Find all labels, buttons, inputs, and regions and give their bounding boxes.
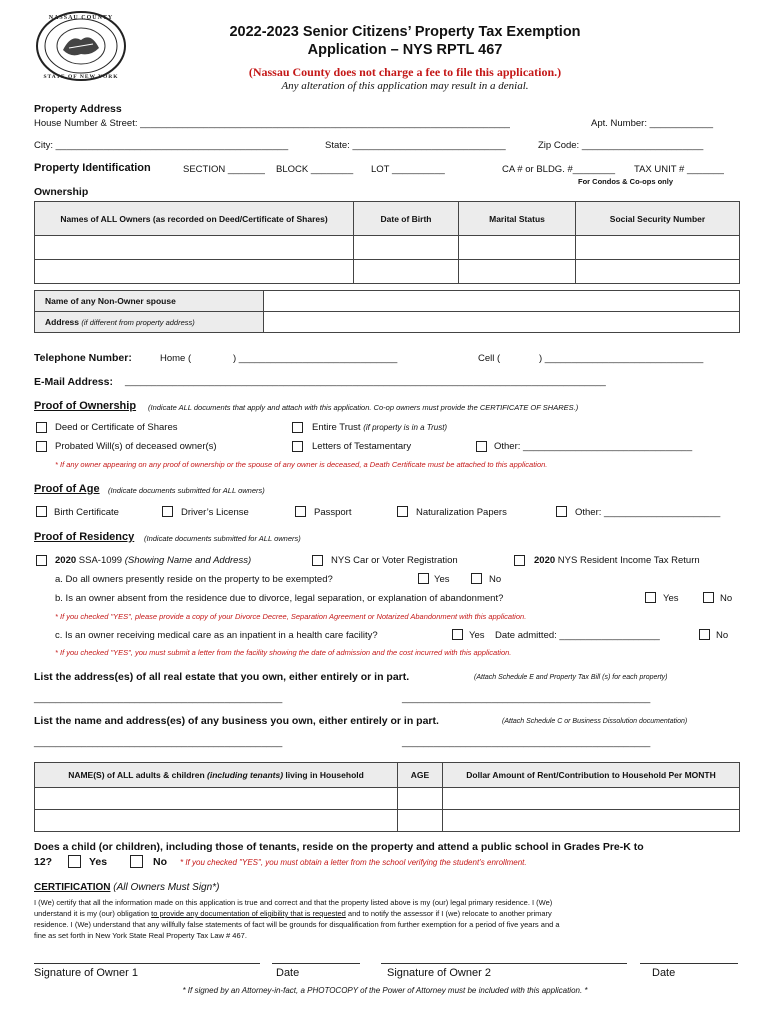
proof-of-age-heading: Proof of Age (34, 483, 100, 495)
question-c-no-label: No (716, 630, 729, 641)
ssa-year: 2020 (55, 555, 77, 566)
certification-line2 (34, 909, 552, 918)
attorney-note: * If signed by an Attorney-in-fact, a PHOTOCOPY of the Power of Attorney must be included with this application. * (182, 986, 588, 995)
zip-code-field[interactable]: Zip Code: _______________________ (538, 140, 704, 151)
school-note: * If you checked "YES", you must obtain a letter from the school verifying the student’s enrollment. (180, 858, 527, 867)
question-b-no-label: No (720, 593, 733, 604)
address-label: Address (45, 317, 80, 327)
rent-header: Dollar Amount of Rent/Contribution to Household Per MONTH (443, 763, 740, 788)
probated-will-label: Probated Will(s) of deceased owner(s) (55, 441, 217, 452)
letters-testamentary-checkbox[interactable] (292, 441, 303, 452)
drivers-license-checkbox[interactable] (162, 506, 173, 517)
business-line-2[interactable]: _______________________________________________ (402, 737, 651, 748)
ssa-note: (Showing Name and Address) (124, 555, 252, 566)
property-address-heading: Property Address (34, 103, 122, 115)
school-no-label: No (153, 856, 167, 868)
business-heading: List the name and address(es) of any business you own, either entirely or in part. (34, 715, 439, 727)
svg-text:STATE OF NEW YORK: STATE OF NEW YORK (43, 74, 119, 80)
proof-of-age-note: (Indicate documents submitted for ALL owners) (108, 486, 265, 495)
age-other-field[interactable]: Other: ______________________ (575, 507, 721, 518)
trust-checkbox[interactable] (292, 422, 303, 433)
tax-return-label (534, 555, 700, 566)
owner2-signature-label: Signature of Owner 2 (387, 967, 491, 979)
certification-line2-underlined: to provide any documentation of eligibility that is requested (151, 909, 346, 918)
cell-phone-label: Cell ( (478, 353, 501, 364)
household-name-header (35, 763, 398, 788)
email-label: E-Mail Address: (34, 376, 113, 388)
certification-title: CERTIFICATION (34, 882, 111, 893)
question-b-note: * If you checked "YES", please provide a copy of your Divorce Decree, Separation Agreement or Notarized Abandonment with this application. (55, 612, 527, 621)
spouse-name-input[interactable] (264, 291, 740, 312)
owner2-signature-line[interactable] (381, 963, 627, 964)
table-row[interactable] (35, 788, 740, 810)
email-field[interactable]: ___________________________________________________________________________________________ (125, 376, 606, 387)
apt-number-field[interactable]: Apt. Number: ____________ (591, 118, 714, 129)
question-b: b. Is an owner absent from the residence due to divorce, legal separation, or explanation of abandonment? (55, 593, 504, 604)
ownership-heading: Ownership (34, 186, 89, 198)
certification-line4: fine as set forth in New York State Real Property Tax Law # 467. (34, 931, 247, 940)
telephone-label: Telephone Number: (34, 352, 132, 364)
trust-note: (if property is in a Trust) (363, 423, 448, 432)
proof-of-ownership-heading: Proof of Ownership (34, 400, 137, 412)
school-yes-checkbox[interactable] (68, 855, 81, 868)
school-question-line2: 12? (34, 856, 53, 868)
tax-return-checkbox[interactable] (514, 555, 525, 566)
date2-label: Date (652, 967, 676, 979)
question-a-no-label: No (489, 574, 502, 585)
tax-return-text: NYS Resident Income Tax Return (557, 555, 700, 566)
school-question-line1: Does a child (or children), including those of tenants, reside on the property and attend a public school in Grades Pre-K to (34, 841, 644, 853)
household-name-em: (including tenants) (207, 770, 284, 780)
ssa-label-text: SSA-1099 (78, 555, 123, 566)
business-note: (Attach Schedule C or Business Dissolution documentation) (502, 718, 688, 725)
date2-line[interactable] (640, 963, 738, 964)
household-table (34, 762, 740, 832)
school-yes-label: Yes (89, 856, 108, 868)
fee-note: (Nassau County does not charge a fee to file this application.) (248, 65, 562, 79)
deed-checkbox[interactable] (36, 422, 47, 433)
owner1-signature-line[interactable] (34, 963, 260, 964)
ca-bldg-field[interactable]: CA # or BLDG. #________ (502, 164, 616, 175)
question-c-note: * If you checked "YES", you must submit a letter from the facility showing the date of admission and the cost incurred with this application. (55, 648, 512, 657)
table-row[interactable] (35, 810, 740, 832)
question-a-yes-checkbox[interactable] (418, 573, 429, 584)
table-row[interactable] (35, 236, 740, 260)
real-estate-line-2[interactable]: _______________________________________________ (402, 693, 651, 704)
state-field[interactable]: State: _____________________________ (325, 140, 506, 151)
spouse-name-label: Name of any Non-Owner spouse (35, 291, 264, 312)
address-note: (if different from property address) (81, 318, 195, 327)
date-admitted-field[interactable]: Date admitted: ___________________ (495, 630, 660, 641)
real-estate-line-1[interactable]: _______________________________________________ (34, 693, 283, 704)
business-line-1[interactable]: _______________________________________________ (34, 737, 283, 748)
lot-field[interactable]: LOT __________ (371, 164, 445, 175)
naturalization-label: Naturalization Papers (416, 507, 507, 518)
ownership-other-field[interactable]: Other: ________________________________ (494, 441, 693, 452)
trust-label (312, 422, 447, 433)
certification-subtitle: (All Owners Must Sign*) (113, 882, 220, 893)
birth-certificate-label: Birth Certificate (54, 507, 119, 518)
county-seal-logo (35, 10, 127, 82)
proof-of-ownership-note: (Indicate ALL documents that apply and attach with this application. Co-op owners must provide the CERTIFICATE OF SHARES.) (148, 403, 579, 412)
school-no-checkbox[interactable] (130, 855, 143, 868)
car-voter-checkbox[interactable] (312, 555, 323, 566)
question-a: a. Do all owners presently reside on the property to be exempted? (55, 574, 333, 585)
real-estate-note: (Attach Schedule E and Property Tax Bill (s) for each property) (474, 674, 668, 681)
ownership-other-checkbox[interactable] (476, 441, 487, 452)
passport-checkbox[interactable] (295, 506, 306, 517)
age-header: AGE (398, 763, 443, 788)
question-b-no-checkbox[interactable] (703, 592, 714, 603)
car-voter-label: NYS Car or Voter Registration (331, 555, 458, 566)
passport-label: Passport (314, 507, 352, 518)
alteration-note: Any alteration of this application may result in a denial. (281, 80, 529, 92)
question-c-yes-checkbox[interactable] (452, 629, 463, 640)
spouse-table (34, 290, 740, 333)
owners-name-header: Names of ALL Owners (as recorded on Deed/Certificate of Shares) (35, 202, 354, 236)
certification-line2-pre: understand it is my (our) obligation (34, 909, 152, 918)
question-a-yes-label: Yes (434, 574, 450, 585)
certification-heading (34, 882, 219, 893)
date1-label: Date (276, 967, 300, 979)
real-estate-heading: List the address(es) of all real estate that you own, either entirely or in part. (34, 671, 410, 683)
age-other-checkbox[interactable] (556, 506, 567, 517)
proof-of-residency-note: (Indicate documents submitted for ALL owners) (144, 534, 301, 543)
form-title-line1: 2022-2023 Senior Citizens’ Property Tax Exemption (229, 24, 581, 40)
question-c-yes-label: Yes (469, 630, 485, 641)
letters-testamentary-label: Letters of Testamentary (312, 441, 412, 452)
block-field[interactable]: BLOCK ________ (276, 164, 354, 175)
deed-label: Deed or Certificate of Shares (55, 422, 178, 433)
household-name-post: living in Household (283, 770, 364, 780)
household-name-pre: NAME(S) of ALL adults & children (68, 770, 208, 780)
question-c: c. Is an owner receiving medical care as an inpatient in a health care facility? (55, 630, 378, 641)
owner1-signature-label: Signature of Owner 1 (34, 967, 138, 979)
cell-phone-field[interactable]: ) ______________________________ (539, 353, 704, 364)
condo-note: For Condos & Co-ops only (578, 177, 673, 186)
trust-label-text: Entire Trust (312, 422, 361, 433)
question-c-no-checkbox[interactable] (699, 629, 710, 640)
tax-return-year: 2020 (534, 555, 556, 566)
question-a-no-checkbox[interactable] (471, 573, 482, 584)
table-row[interactable] (35, 260, 740, 284)
owners-table (34, 201, 740, 284)
ssa-1099-label (55, 555, 251, 566)
spouse-address-label (35, 312, 264, 333)
home-phone-label: Home ( (160, 353, 192, 364)
date1-line[interactable] (272, 963, 360, 964)
proof-of-residency-heading: Proof of Residency (34, 531, 135, 543)
home-phone-field[interactable]: ) ______________________________ (233, 353, 398, 364)
question-b-yes-label: Yes (663, 593, 679, 604)
certification-line3: residence. I (We) understand that any willfully false statements of fact will be grounds for disqualification from further exemption for a period of five years and a (34, 920, 560, 929)
tax-unit-field[interactable]: TAX UNIT # _______ (634, 164, 724, 175)
death-certificate-note: * If any owner appearing on any proof of ownership or the spouse of any owner is deceased, a Death Certificate must be attached to this application. (55, 460, 548, 469)
property-identification-heading: Property Identification (34, 162, 151, 174)
dob-header: Date of Birth (354, 202, 459, 236)
marital-status-header: Marital Status (459, 202, 576, 236)
probated-will-checkbox[interactable] (36, 441, 47, 452)
city-field[interactable]: City: ____________________________________________ (34, 140, 289, 151)
question-b-yes-checkbox[interactable] (645, 592, 656, 603)
section-field[interactable]: SECTION _______ (183, 164, 265, 175)
naturalization-checkbox[interactable] (397, 506, 408, 517)
house-number-street-field[interactable]: House Number & Street: ______________________________________________________________________ (34, 118, 510, 129)
spouse-address-input[interactable] (264, 312, 740, 333)
birth-certificate-checkbox[interactable] (36, 506, 47, 517)
certification-line2-post: and to notify the assessor if I (we) relocate to another primary (345, 909, 552, 918)
form-title-line2: Application – NYS RPTL 467 (307, 42, 503, 58)
drivers-license-label: Driver’s License (181, 507, 249, 518)
certification-line1: I (We) certify that all the information made on this application is true and correct and that the property listed above is my (our) legal primary residence. I (We) (34, 898, 553, 907)
svg-text:NASSAU COUNTY: NASSAU COUNTY (48, 15, 114, 21)
ssa-1099-checkbox[interactable] (36, 555, 47, 566)
ssn-header: Social Security Number (576, 202, 740, 236)
